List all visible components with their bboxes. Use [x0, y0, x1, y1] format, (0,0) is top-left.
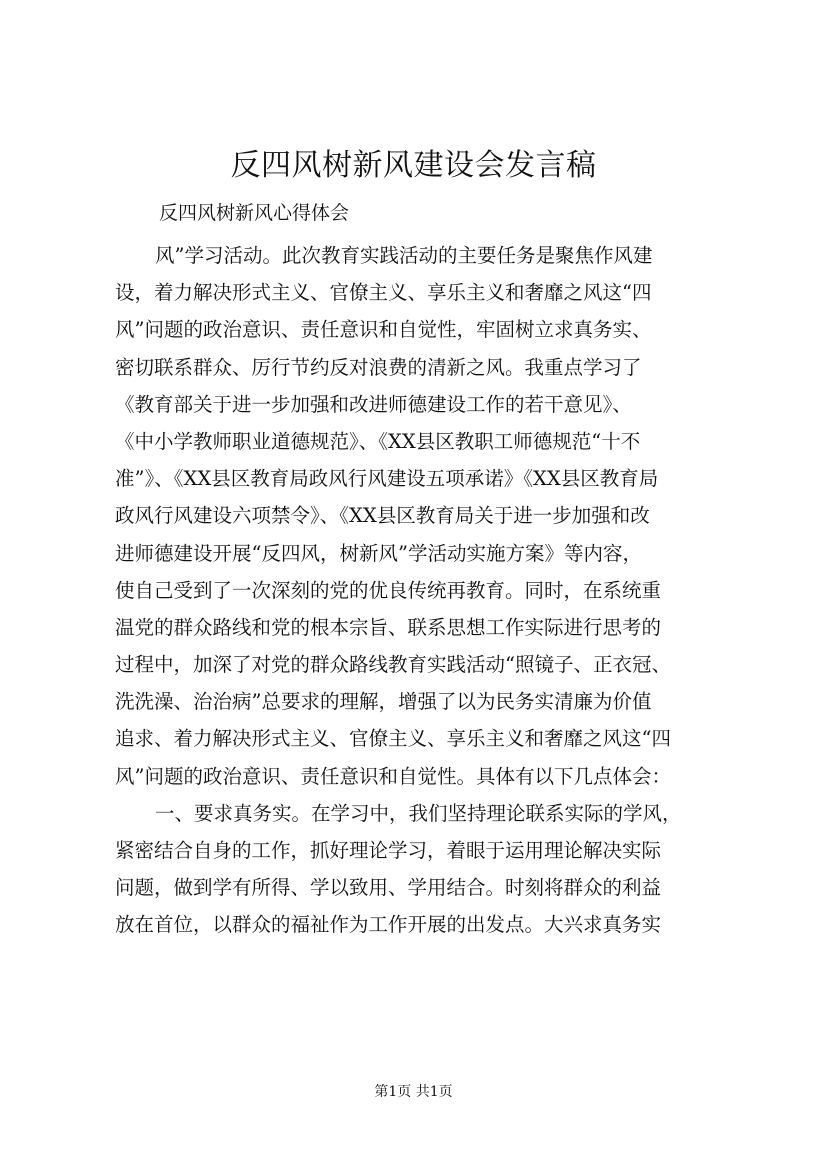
- body-line: 《中小学教师职业道德规范》、《XX县区教职工师德规范“十不: [115, 429, 641, 453]
- page-footer: 第1页 共1页: [374, 1084, 453, 1100]
- body-line: 紧密结合自身的工作，抓好理论学习，着眼于运用理论解决实际: [115, 839, 662, 862]
- body-line: 风”问题的政治意识、责任意识和自觉性，牢固树立求真务实、: [115, 318, 652, 342]
- document-subtitle: 反四风树新风心得体会: [159, 202, 350, 224]
- document-body: [115, 237, 733, 944]
- body-line: 设，着力解决形式主义、官僚主义、享乐主义和奢靡之风这“四: [115, 281, 652, 305]
- body-line: 洗洗澡、治治病”总要求的理解，增强了以为民务实清廉为价值: [115, 690, 652, 714]
- body-line: 密切联系群众、厉行节约反对浪费的清新之风。我重点学习了: [115, 355, 642, 379]
- body-line: 过程中，加深了对党的群众路线教育实践活动“照镜子、正衣冠、: [115, 653, 671, 677]
- body-line: 风”学习活动。此次教育实践活动的主要任务是聚焦作风建: [155, 244, 653, 267]
- body-line: 进师德建设开展“反四风，树新风”学活动实施方案》等内容，: [115, 541, 642, 565]
- body-line: 一、要求真务实。在学习中，我们坚持理论联系实际的学风，: [155, 801, 682, 825]
- body-line: 准”》、《XX县区教育局政风行风建设五项承诺》《XX县区教育局: [115, 467, 659, 491]
- body-line: 风”问题的政治意识、责任意识和自觉性。具体有以下几点体会：: [115, 764, 671, 788]
- body-line: 使自己受到了一次深刻的党的优良传统再教育。同时，在系统重: [115, 578, 662, 602]
- document-title: 反四风树新风建设会发言稿: [230, 148, 597, 183]
- body-line: 放在首位，以群众的福祉作为工作开展的出发点。大兴求真务实: [115, 913, 662, 937]
- body-line: 温党的群众路线和党的根本宗旨、联系思想工作实际进行思考的: [115, 615, 662, 639]
- body-line: 追求、着力解决形式主义、官僚主义、享乐主义和奢靡之风这“四: [115, 727, 671, 751]
- body-line: 《教育部关于进一步加强和改进师德建设工作的若干意见》、: [115, 392, 632, 416]
- body-line: 政风行风建设六项禁令》、《XX县区教育局关于进一步加强和改: [115, 504, 650, 528]
- body-line: 问题，做到学有所得、学以致用、学用结合。时刻将群众的利益: [115, 876, 662, 900]
